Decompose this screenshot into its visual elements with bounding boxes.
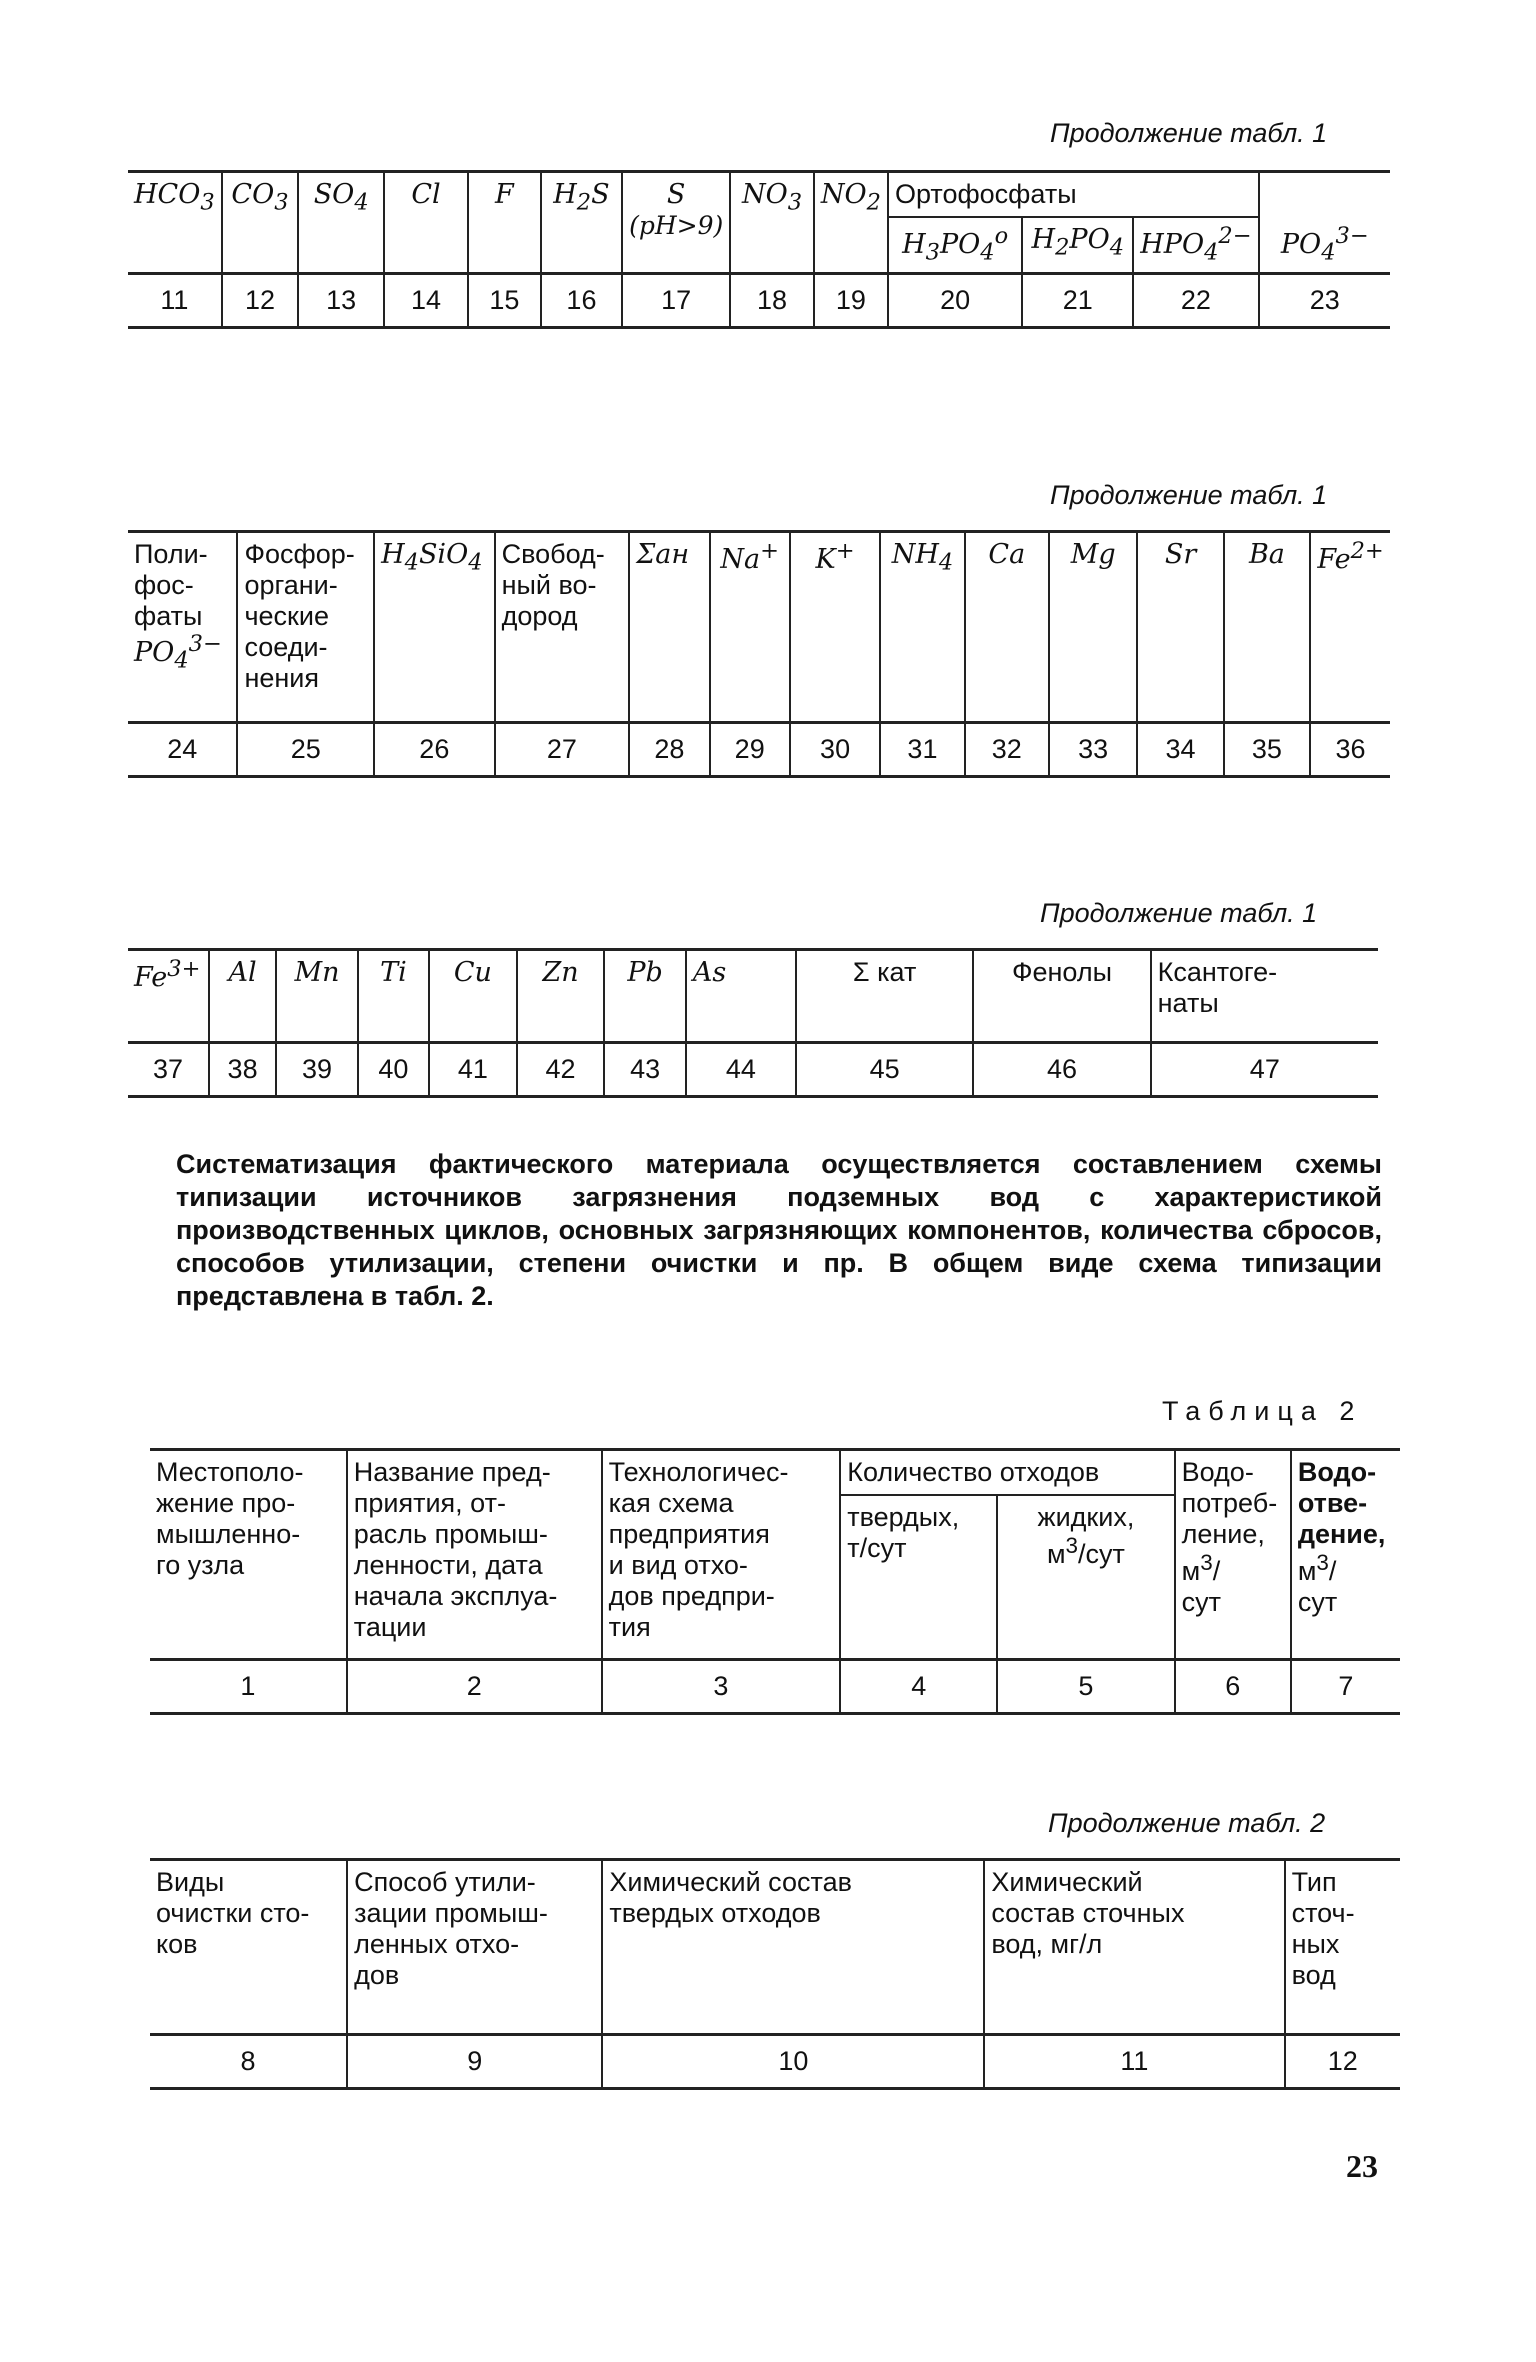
num-33: 33 xyxy=(1049,723,1137,777)
hdr-fe2: $Fe^{2+}$ xyxy=(1310,532,1390,723)
num-20: 20 xyxy=(888,274,1022,328)
num-1: 1 xyxy=(150,1660,347,1714)
num-35: 35 xyxy=(1224,723,1310,777)
num-44: 44 xyxy=(686,1043,796,1097)
num-31: 31 xyxy=(880,723,964,777)
table1a-caption: Продолжение табл. 1 xyxy=(1050,118,1328,148)
num-42: 42 xyxy=(517,1043,605,1097)
num-6: 6 xyxy=(1175,1660,1291,1714)
hdr-no2: $NO_2$ xyxy=(814,172,888,274)
num-29: 29 xyxy=(710,723,790,777)
table1a xyxy=(128,170,1390,329)
table2 xyxy=(150,1448,1400,1715)
num-41: 41 xyxy=(429,1043,517,1097)
hdr-cl: Cl xyxy=(384,172,468,274)
hdr-mn: Mn xyxy=(276,950,358,1043)
num-3: 3 xyxy=(602,1660,841,1714)
hdr-water-chem: Химический состав сточных вод, мг/л xyxy=(984,1860,1284,2035)
num-12: 12 xyxy=(222,274,299,328)
num-39: 39 xyxy=(276,1043,358,1097)
hdr-liquid: жидких, $м^3$/сут xyxy=(997,1495,1174,1660)
hdr-phenols: Фенолы xyxy=(973,950,1150,1043)
hdr-ba: Ba xyxy=(1224,532,1310,723)
hdr-s: S (pH>9) xyxy=(622,172,730,274)
hdr-utilization: Способ утили- зации промыш- ленных отхо- дов xyxy=(347,1860,602,2035)
hdr-cu: Cu xyxy=(429,950,517,1043)
num-45: 45 xyxy=(796,1043,973,1097)
hdr-sr: Sr xyxy=(1137,532,1223,723)
num-19: 19 xyxy=(814,274,888,328)
num-13: 13 xyxy=(298,274,384,328)
hdr-pb: Pb xyxy=(604,950,686,1043)
hdr-sum-an: Σан xyxy=(629,532,709,723)
hdr-treatment: Виды очистки сто- ков xyxy=(150,1860,347,2035)
num-12: 12 xyxy=(1285,2035,1400,2089)
num-14: 14 xyxy=(384,274,468,328)
num-17: 17 xyxy=(622,274,730,328)
num-40: 40 xyxy=(358,1043,429,1097)
num-15: 15 xyxy=(468,274,541,328)
num-47: 47 xyxy=(1151,1043,1378,1097)
num-16: 16 xyxy=(541,274,622,328)
hdr-tech-scheme: Технологичес- кая схема предприятия и вид отхо- дов предпри- тия xyxy=(602,1450,841,1660)
hdr-solid-chem: Химический состав твердых отходов xyxy=(602,1860,984,2035)
num-11: 11 xyxy=(984,2035,1284,2089)
hdr-hco3: $HCO_3$ xyxy=(128,172,222,274)
hdr-ti: Ti xyxy=(358,950,429,1043)
hdr-sum-cat: Σ кат xyxy=(796,950,973,1043)
num-10: 10 xyxy=(602,2035,984,2089)
hdr-na: Na+ xyxy=(710,532,790,723)
num-25: 25 xyxy=(237,723,374,777)
hdr-ortho: Ортофосфаты xyxy=(888,172,1259,218)
hdr-mg: Mg xyxy=(1049,532,1137,723)
num-8: 8 xyxy=(150,2035,347,2089)
hdr-co3: $CO_3$ xyxy=(222,172,299,274)
table1c-caption: Продолжение табл. 1 xyxy=(1040,898,1318,928)
table1b xyxy=(128,530,1390,778)
hdr-h2s: $H_2S$ xyxy=(541,172,622,274)
hdr-nh4: $NH_4$ xyxy=(880,532,964,723)
hdr-po4: $PO_4^{3-}$ xyxy=(1259,172,1390,274)
table2b xyxy=(150,1858,1400,2090)
num-24: 24 xyxy=(128,723,237,777)
hdr-xanthates: Ксантоге- наты xyxy=(1151,950,1378,1043)
hdr-ca: Ca xyxy=(965,532,1049,723)
hdr-water-type: Тип сточ- ных вод xyxy=(1285,1860,1400,2035)
hdr-hpo4: $HPO_4^{2-}$ xyxy=(1133,217,1258,274)
hdr-water-disposal: Водо- отве- дение, $м^3/$ сут xyxy=(1291,1450,1400,1660)
hdr-al: Al xyxy=(209,950,276,1043)
hdr-zn: Zn xyxy=(517,950,605,1043)
table1c xyxy=(128,948,1378,1098)
num-37: 37 xyxy=(128,1043,209,1097)
num-22: 22 xyxy=(1133,274,1258,328)
num-4: 4 xyxy=(840,1660,997,1714)
num-28: 28 xyxy=(629,723,709,777)
num-32: 32 xyxy=(965,723,1049,777)
hdr-k: K+ xyxy=(790,532,880,723)
num-34: 34 xyxy=(1137,723,1223,777)
num-5: 5 xyxy=(997,1660,1174,1714)
num-23: 23 xyxy=(1259,274,1390,328)
hdr-water-use: Водо- потреб- ление, $м^3/$ сут xyxy=(1175,1450,1291,1660)
hdr-h3po4: $H_3PO_4^o$ xyxy=(888,217,1022,274)
num-18: 18 xyxy=(730,274,814,328)
num-7: 7 xyxy=(1291,1660,1400,1714)
hdr-organophosphorus: Фосфор- органи- ческие соеди- нения xyxy=(237,532,374,723)
hdr-location: Местополо- жение про- мышленно- го узла xyxy=(150,1450,347,1660)
num-36: 36 xyxy=(1310,723,1390,777)
hdr-solid: твердых, т/сут xyxy=(840,1495,997,1660)
num-30: 30 xyxy=(790,723,880,777)
hdr-waste-amount: Количество отходов xyxy=(840,1450,1174,1496)
num-26: 26 xyxy=(374,723,495,777)
num-11: 11 xyxy=(128,274,222,328)
hdr-fe3: $Fe^{3+}$ xyxy=(128,950,209,1043)
hdr-polyphosphates: Поли- фос- фаты $PO_4^{3-}$ xyxy=(128,532,237,723)
num-43: 43 xyxy=(604,1043,686,1097)
table1b-caption: Продолжение табл. 1 xyxy=(1050,480,1328,510)
hdr-no3: $NO_3$ xyxy=(730,172,814,274)
num-21: 21 xyxy=(1022,274,1133,328)
hdr-f: F xyxy=(468,172,541,274)
hdr-as: As xyxy=(686,950,796,1043)
hdr-enterprise: Название пред- приятия, от- расль промыш- ленности, дата начала эксплуа- тации xyxy=(347,1450,602,1660)
body-paragraph: Систематизация фактического материала осуществляется составлением схемы типизации источников загрязнения подземных вод с характеристикой производственных циклов, основных загрязняющих компонентов, количества сбросов, способов утилизации, степени очистки и пр. В общем виде схема типизации представлена в табл. 2. xyxy=(176,1149,1382,1311)
hdr-h4sio4: $H_4SiO_4$ xyxy=(374,532,495,723)
table2-caption: Таблица 2 xyxy=(1162,1396,1363,1426)
hdr-so4: $SO_4$ xyxy=(298,172,384,274)
hdr-h2po4: $H_2PO_4$ xyxy=(1022,217,1133,274)
page-number: 23 xyxy=(1346,2148,1378,2184)
table2b-caption: Продолжение табл. 2 xyxy=(1048,1808,1326,1838)
hdr-hydrogen: Свобод- ный во- дород xyxy=(495,532,630,723)
num-38: 38 xyxy=(209,1043,276,1097)
num-9: 9 xyxy=(347,2035,602,2089)
num-27: 27 xyxy=(495,723,630,777)
num-2: 2 xyxy=(347,1660,602,1714)
num-46: 46 xyxy=(973,1043,1150,1097)
